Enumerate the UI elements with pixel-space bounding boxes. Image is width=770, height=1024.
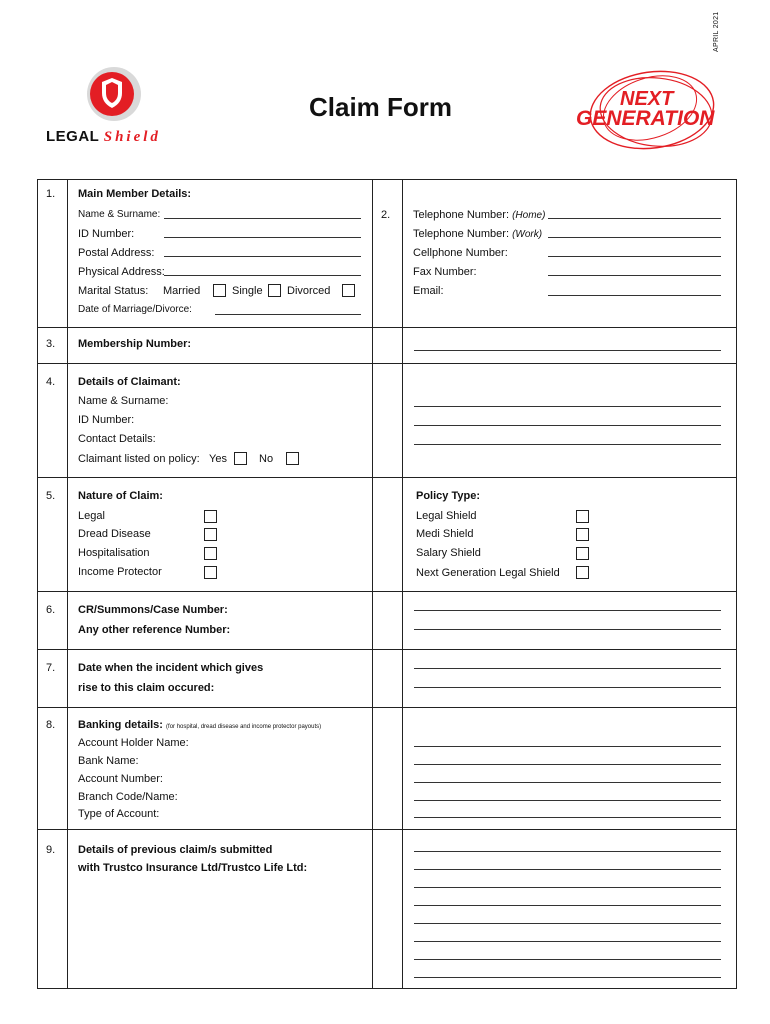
s2-telwork-label: Telephone Number: (Work): [413, 228, 543, 240]
page-title: Claim Form: [309, 92, 453, 122]
s4-contact-label: Contact Details:: [78, 433, 156, 445]
section5-heading: Nature of Claim:: [78, 490, 163, 502]
s2-fax-label: Fax Number:: [413, 266, 477, 278]
s4-id-label: ID Number:: [78, 414, 135, 426]
s2-cell-label: Cellphone Number:: [413, 247, 508, 259]
s2-fax-field[interactable]: [548, 275, 721, 276]
s8-holder-label: Account Holder Name:: [78, 737, 189, 749]
section5-number: 5.: [46, 490, 56, 502]
s4-yes-label: Yes: [209, 453, 227, 465]
policy-salary-shield: Salary Shield: [416, 547, 481, 559]
s4-id-field[interactable]: [414, 425, 721, 426]
divorced-checkbox[interactable]: [342, 284, 355, 297]
s8-bank-label: Bank Name:: [78, 755, 139, 767]
s2-telwork-field[interactable]: [548, 237, 721, 238]
claim-dread-checkbox[interactable]: [204, 528, 217, 541]
s1-date-field[interactable]: [215, 314, 361, 315]
s4-name-field[interactable]: [414, 406, 721, 407]
policy-legal-shield: Legal Shield: [416, 510, 477, 522]
section3-heading: Membership Number:: [78, 338, 192, 350]
s1-single-label: Single: [232, 285, 263, 297]
claim-type-dread: Dread Disease: [78, 528, 151, 540]
s2-telhome-label: Telephone Number: (Home): [413, 209, 546, 221]
s8-account-label: Account Number:: [78, 773, 163, 785]
ng-logo-line1: NEXT: [620, 88, 674, 110]
s2-email-label: Email:: [413, 285, 444, 297]
s1-married-label: Married: [163, 285, 201, 297]
s8-holder-field[interactable]: [414, 746, 721, 747]
policy-type-heading: Policy Type:: [416, 490, 480, 502]
s1-physical-label: Physical Address:: [78, 266, 165, 278]
shield-logo-text: Shield: [103, 129, 161, 145]
date-label: APRIL 2021: [713, 11, 720, 52]
s1-name-field[interactable]: [164, 218, 361, 219]
claim-income-checkbox[interactable]: [204, 566, 217, 579]
section9-number: 9.: [46, 844, 56, 856]
membership-number-field[interactable]: [414, 350, 721, 351]
policy-medi-shield: Medi Shield: [416, 528, 474, 540]
section2-number: 2.: [381, 209, 391, 221]
policy-medi-checkbox[interactable]: [576, 528, 589, 541]
s1-id-field[interactable]: [164, 237, 361, 238]
next-generation-logo: [572, 62, 737, 167]
s8-type-field[interactable]: [414, 817, 721, 818]
section6-line1: CR/Summons/Case Number:: [78, 604, 228, 616]
policy-next-gen: Next Generation Legal Shield: [416, 567, 560, 579]
previous-claims-line[interactable]: [414, 905, 721, 906]
section4-number: 4.: [46, 376, 56, 388]
claimant-no-checkbox[interactable]: [286, 452, 299, 465]
s1-date-label: Date of Marriage/Divorce:: [78, 304, 192, 315]
s8-account-field[interactable]: [414, 782, 721, 783]
claim-legal-checkbox[interactable]: [204, 510, 217, 523]
case-number-field[interactable]: [414, 610, 721, 611]
claimant-yes-checkbox[interactable]: [234, 452, 247, 465]
policy-nextgen-checkbox[interactable]: [576, 566, 589, 579]
previous-claims-line[interactable]: [414, 923, 721, 924]
s1-physical-field[interactable]: [164, 275, 361, 276]
s4-contact-field[interactable]: [414, 444, 721, 445]
s2-cell-field[interactable]: [548, 256, 721, 257]
policy-salary-checkbox[interactable]: [576, 547, 589, 560]
s2-email-field[interactable]: [548, 295, 721, 296]
section7-number: 7.: [46, 662, 56, 674]
s1-postal-label: Postal Address:: [78, 247, 155, 259]
section9-line2: with Trustco Insurance Ltd/Trustco Life Ltd:: [78, 862, 308, 874]
s2-telhome-field[interactable]: [548, 218, 721, 219]
section7-line1: Date when the incident which gives: [78, 662, 264, 674]
s1-id-label: ID Number:: [78, 228, 135, 240]
section4-heading: Details of Claimant:: [78, 376, 181, 388]
section3-number: 3.: [46, 338, 56, 350]
s1-marital-label: Marital Status:: [78, 285, 149, 297]
single-checkbox[interactable]: [268, 284, 281, 297]
s1-postal-field[interactable]: [164, 256, 361, 257]
section1-heading: Main Member Details:: [78, 188, 192, 200]
s8-branch-label: Branch Code/Name:: [78, 791, 178, 803]
previous-claims-line[interactable]: [414, 941, 721, 942]
claim-type-hosp: Hospitalisation: [78, 547, 150, 559]
section9-line1: Details of previous claim/s submitted: [78, 844, 273, 856]
s8-type-label: Type of Account:: [78, 808, 160, 820]
policy-legal-checkbox[interactable]: [576, 510, 589, 523]
ng-logo-line2: GENERATION: [576, 107, 715, 130]
section1-number: 1.: [46, 188, 56, 200]
s1-divorced-label: Divorced: [287, 285, 331, 297]
section6-line2: Any other reference Number:: [78, 624, 231, 636]
s8-bank-field[interactable]: [414, 764, 721, 765]
s4-listed-label: Claimant listed on policy:: [78, 453, 200, 465]
incident-date-field-2[interactable]: [414, 687, 721, 688]
section8-number: 8.: [46, 719, 56, 731]
married-checkbox[interactable]: [213, 284, 226, 297]
legal-logo-text: LEGAL: [46, 128, 100, 145]
s1-name-label: Name & Surname:: [78, 209, 161, 220]
section6-number: 6.: [46, 604, 56, 616]
previous-claims-line[interactable]: [414, 851, 721, 852]
claim-type-income: Income Protector: [78, 566, 162, 578]
claim-form-table: [37, 179, 737, 989]
section8-heading-wrap: Banking details: (for hospital, dread disease and income protector payouts): [78, 719, 322, 731]
previous-claims-line[interactable]: [414, 959, 721, 960]
s4-name-label: Name & Surname:: [78, 395, 169, 407]
s8-branch-field[interactable]: [414, 800, 721, 801]
reference-number-field[interactable]: [414, 629, 721, 630]
previous-claims-line[interactable]: [414, 869, 721, 870]
s4-no-label: No: [259, 453, 274, 465]
previous-claims-line[interactable]: [414, 977, 721, 978]
incident-date-field-1[interactable]: [414, 668, 721, 669]
claim-hosp-checkbox[interactable]: [204, 547, 217, 560]
previous-claims-line[interactable]: [414, 887, 721, 888]
claim-type-legal: Legal: [78, 510, 105, 522]
section7-line2: rise to this claim occured:: [78, 682, 215, 694]
